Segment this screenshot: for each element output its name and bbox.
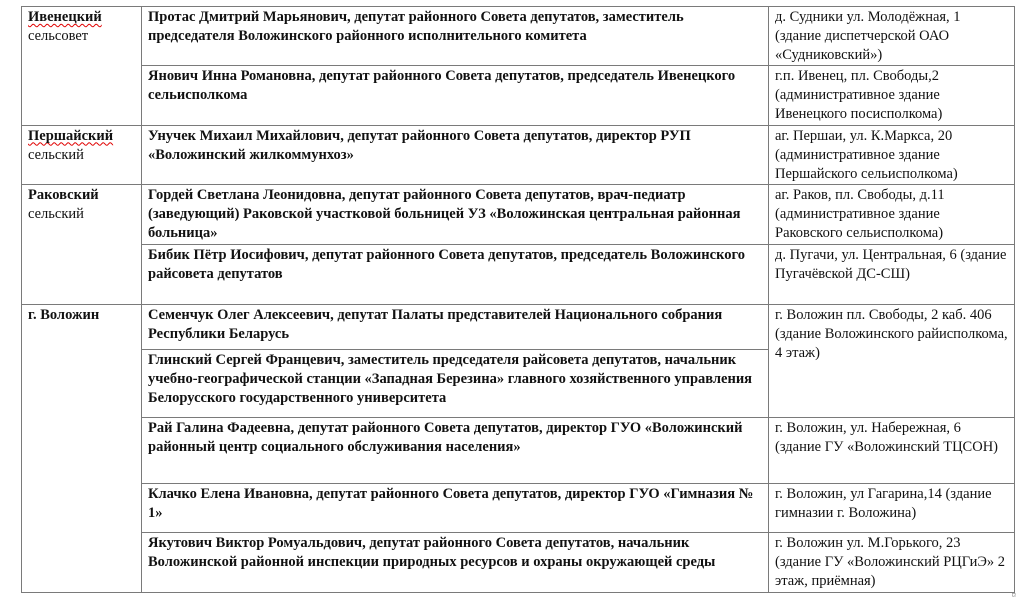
deputy-cell: Якутович Виктор Ромуальдович, депутат районного Совета депутатов, начальник Воложинской районной инспекции природных ресурсов и охраны окружающей среды bbox=[142, 532, 769, 592]
deputy-cell: Унучек Михаил Михайлович, депутат районного Совета депутатов, директор РУП «Воложинский жилкоммунхоз» bbox=[142, 125, 769, 184]
deputy-cell: Янович Инна Романовна, депутат районного Совета депутатов, председатель Ивенецкого сельисполкома bbox=[142, 66, 769, 125]
end-of-cell-mark: ¤ bbox=[1011, 590, 1016, 600]
district-suffix: сельский bbox=[28, 146, 84, 163]
district-suffix: сельсовет bbox=[28, 28, 89, 44]
address-cell: г.п. Ивенец, пл. Свободы,2 (административное здание Ивенецкого посисполкома) bbox=[769, 66, 1015, 125]
district-name: Ивенецкий bbox=[28, 9, 102, 25]
deputies-reception-table bbox=[21, 6, 1015, 593]
table-row bbox=[22, 66, 1015, 125]
address-cell: аг. Першаи, ул. К.Маркса, 20 (административное здание Першайского сельисполкома) bbox=[769, 125, 1015, 184]
deputy-cell: Семенчук Олег Алексеевич, депутат Палаты представителей Национального собрания Республики Беларусь bbox=[142, 305, 769, 349]
address-cell: г. Воложин, ул. Набережная, 6 (здание ГУ «Воложинский ТЦСОН) bbox=[769, 418, 1015, 484]
deputy-cell: Гордей Светлана Леонидовна, депутат районного Совета депутатов, врач-педиатр (заведующий) Раковской участковой больницей УЗ «Воложинская центральная районная больница» bbox=[142, 184, 769, 244]
district-name: г. Воложин bbox=[28, 307, 100, 324]
table-row bbox=[22, 125, 1015, 184]
district-cell bbox=[22, 305, 142, 593]
deputy-cell: Бибик Пётр Иосифович, депутат районного Совета депутатов, председатель Воложинского райсовета депутатов bbox=[142, 245, 769, 305]
district-name: Раковский bbox=[28, 186, 99, 203]
district-cell bbox=[22, 7, 142, 126]
deputy-cell: Клачко Елена Ивановна, депутат районного Совета депутатов, директор ГУО «Гимназия № 1» bbox=[142, 484, 769, 532]
table-row bbox=[22, 418, 1015, 484]
deputy-cell: Протас Дмитрий Марьянович, депутат районного Совета депутатов, заместитель председателя Воложинского районного исполнительного комитета bbox=[142, 7, 769, 66]
deputy-cell: Глинский Сергей Францевич, заместитель председателя райсовета депутатов, начальник учебно-географической станции «Западная Березина» главного хозяйственного управления Белорусского государственного университета bbox=[142, 349, 769, 417]
address-cell: г. Воложин ул. М.Горького, 23 (здание ГУ «Воложинский РЦГиЭ» 2 этаж, приёмная) bbox=[769, 532, 1015, 592]
district-name: Першайский bbox=[28, 127, 114, 144]
table-row bbox=[22, 305, 1015, 349]
table-row bbox=[22, 184, 1015, 244]
table-row bbox=[22, 7, 1015, 66]
district-cell bbox=[22, 184, 142, 305]
deputy-cell: Рай Галина Фадеевна, депутат районного Совета депутатов, директор ГУО «Воложинский районный центр социального обслуживания населения» bbox=[142, 418, 769, 484]
address-cell: д. Судники ул. Молодёжная, 1 (здание диспетчерской ОАО «Судниковский») bbox=[769, 7, 1015, 66]
district-cell bbox=[22, 125, 142, 184]
table-row bbox=[22, 245, 1015, 305]
table-row bbox=[22, 484, 1015, 532]
address-cell: д. Пугачи, ул. Центральная, 6 (здание Пугачёвской ДС-СШ) bbox=[769, 245, 1015, 305]
table-row bbox=[22, 532, 1015, 592]
address-cell: г. Воложин пл. Свободы, 2 каб. 406 (здание Воложинского райисполкома, 4 этаж) bbox=[769, 305, 1015, 418]
address-cell: аг. Раков, пл. Свободы, д.11 (административное здание Раковского сельисполкома) bbox=[769, 184, 1015, 244]
district-suffix: сельский bbox=[28, 205, 84, 222]
address-cell: г. Воложин, ул Гагарина,14 (здание гимназии г. Воложина) bbox=[769, 484, 1015, 532]
